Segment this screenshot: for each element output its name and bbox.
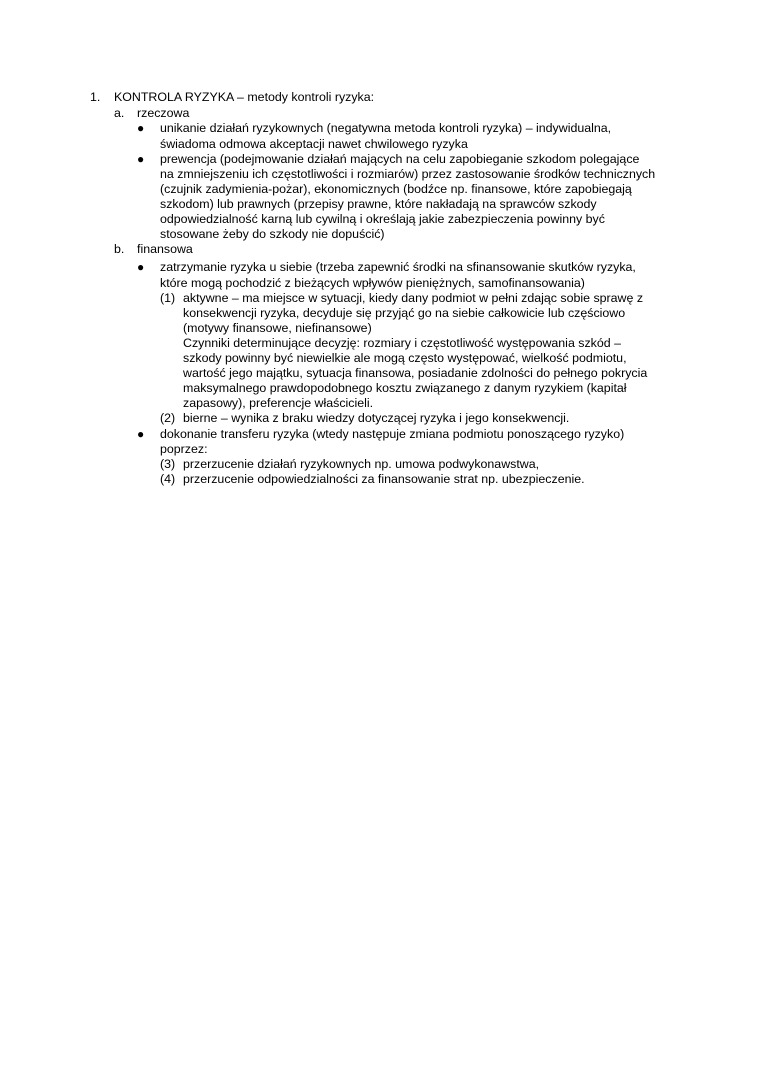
subsection-label-rzeczowa: rzeczowa bbox=[137, 106, 190, 120]
list-number-paren: (4) bbox=[160, 472, 176, 486]
paragraph-line: maksymalnego prawdopodobnego kosztu związanego z danym ryzykiem (kapitał bbox=[183, 381, 627, 395]
section-heading: KONTROLA RYZYKA – metody kontroli ryzyka: bbox=[114, 90, 375, 104]
bullet-icon: ● bbox=[137, 260, 145, 274]
paragraph-line: Czynniki determinujące decyzję: rozmiary i częstotliwość występowania szkód – bbox=[183, 336, 621, 350]
paragraph-line: prewencja (podejmowanie działań mających na celu zapobieganie szkodom polegające bbox=[160, 152, 640, 166]
list-number-paren: (3) bbox=[160, 457, 176, 471]
bullet-icon: ● bbox=[137, 121, 145, 135]
paragraph-line: które mogą pochodzić z bieżących wpływów pieniężnych, samofinansowania) bbox=[160, 276, 585, 290]
paragraph-line: dokonanie transferu ryzyka (wtedy następuje zmiana podmiotu ponoszącego ryzyko) bbox=[160, 427, 625, 441]
list-letter-a: a. bbox=[114, 106, 125, 120]
paragraph-line: zapasowy), preferencje właścicieli. bbox=[183, 396, 374, 410]
paragraph-line: zatrzymanie ryzyka u siebie (trzeba zapewnić środki na sfinansowanie skutków ryzyka, bbox=[160, 260, 636, 274]
paragraph-line: unikanie działań ryzykownych (negatywna metoda kontroli ryzyka) – indywidualna, bbox=[160, 121, 612, 135]
paragraph-line: konsekwencji ryzyka, decyduje się przyjąć go na siebie całkowicie lub częściowo bbox=[183, 306, 626, 320]
paragraph-line: przerzucenie odpowiedzialności za finansowanie strat np. ubezpieczenie. bbox=[183, 472, 585, 486]
list-number-1: 1. bbox=[90, 90, 101, 104]
list-number-paren: (1) bbox=[160, 291, 176, 305]
paragraph-line: bierne – wynika z braku wiedzy dotyczącej ryzyka i jego konsekwencji. bbox=[183, 411, 570, 425]
paragraph-line: (motywy finansowe, niefinansowe) bbox=[183, 321, 372, 335]
paragraph-line: świadoma odmowa akceptacji nawet chwilowego ryzyka bbox=[160, 137, 468, 151]
paragraph-line: odpowiedzialność karną lub cywilną i określają jakie zabezpieczenia powinny być bbox=[160, 212, 605, 226]
list-number-paren: (2) bbox=[160, 411, 176, 425]
subsection-label-finansowa: finansowa bbox=[137, 242, 193, 256]
paragraph-line: na zmniejszeniu ich częstotliwości i rozmiarów) przez zastosowanie środków technicznych bbox=[160, 167, 656, 181]
paragraph-line: przerzucenie działań ryzykownych np. umowa podwykonawstwa, bbox=[183, 457, 540, 471]
paragraph-line: (czujnik zadymienia-pożar), ekonomicznych (bodźce np. finansowe, które zapobiegają bbox=[160, 182, 632, 196]
bullet-icon: ● bbox=[137, 152, 145, 166]
paragraph-line: szkody powinny być niewielkie ale mogą często występować, wielkość podmiotu, bbox=[183, 351, 627, 365]
list-letter-b: b. bbox=[114, 242, 125, 256]
paragraph-line: szkodom) lub prawnych (przepisy prawne, które nakładają na sprawców szkody bbox=[160, 197, 597, 211]
paragraph-line: stosowane żeby do szkody nie dopuścić) bbox=[160, 227, 385, 241]
paragraph-line: wartość jego majątku, sytuacja finansowa, posiadanie zdolności do pełnego pokrycia bbox=[183, 366, 648, 380]
bullet-icon: ● bbox=[137, 427, 145, 441]
paragraph-line: poprzez: bbox=[160, 442, 208, 456]
paragraph-line: aktywne – ma miejsce w sytuacji, kiedy dany podmiot w pełni zdając sobie sprawę z bbox=[183, 291, 644, 305]
